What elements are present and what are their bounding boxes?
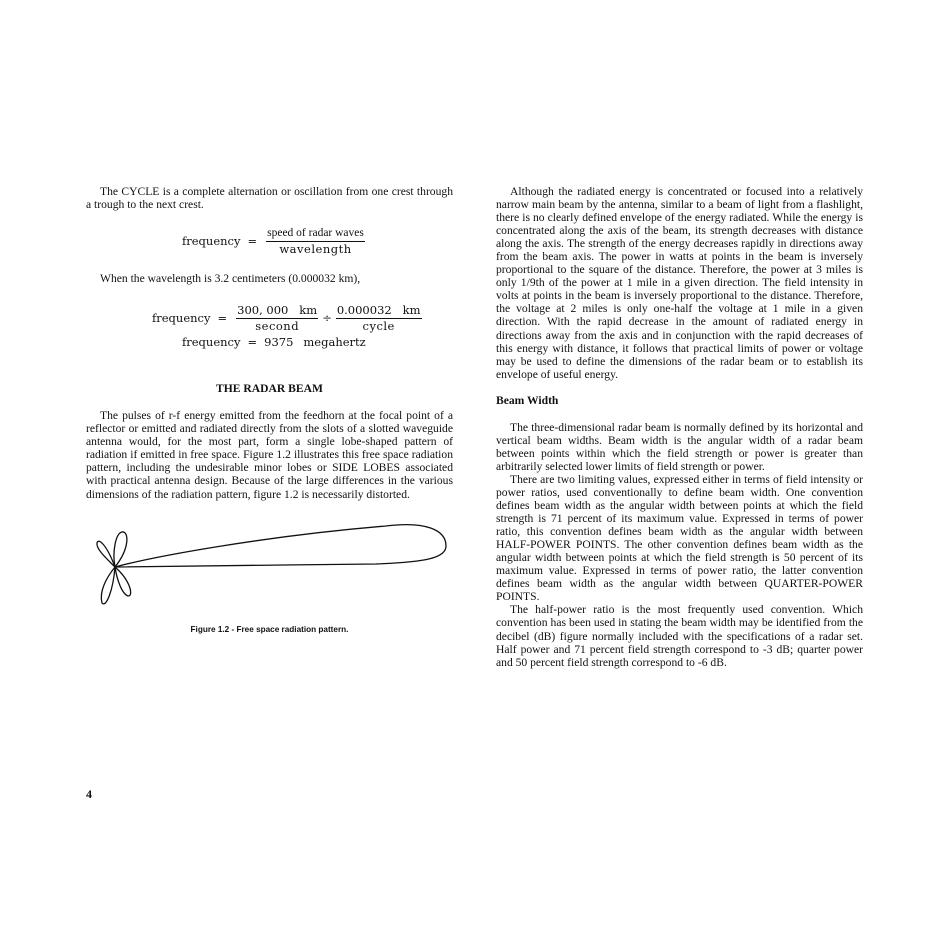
- frequency-calculation: [86, 304, 453, 333]
- main-lobe: [115, 524, 446, 566]
- formula-denominator: wavelength: [279, 242, 352, 257]
- speed-fraction: [236, 304, 318, 333]
- radiation-pattern-figure: [86, 516, 453, 616]
- radiated-energy-paragraph: Although the radiated energy is concentrated or focused into a relatively narrow main beam by the antenna, similar to a beam of light from a flashlight, there is no clearly defined envelope of the energy radiated. While the energy is concentrated along the axis of the beam, its strength decreases with distance along the axis. The strength of the energy decreases rapidly in directions away from the beam axis. The power in watts at points in the beam is inversely proportional to the square of the distance. Therefore, the power at 3 miles is only 1/9th of the power at 1 mile in a given direction. The field intensity in volts at points in the beam is inversely proportional to the distance. Therefore, the voltage at 2 miles is only one-half the voltage at 1 mile in a given direction. With the rapid decrease in the amount of radiated energy in directions away from the axis and in conjunction with the rapid decreases of this energy with distance, it follows that practical limits of power or voltage may be used to define the dimensions of the radar beam or to establish its envelope of useful energy.: [496, 185, 863, 381]
- result-unit: megahertz: [303, 335, 366, 350]
- page-number: 4: [86, 787, 92, 801]
- formula-equals: =: [247, 234, 258, 249]
- section-heading: THE RADAR BEAM: [216, 382, 323, 396]
- figure-caption: Figure 1.2 - Free space radiation pattern.: [190, 624, 349, 634]
- formula-fraction: [266, 227, 365, 256]
- wavelength-denominator: cycle: [362, 319, 395, 334]
- wavelength-fraction: [336, 304, 422, 333]
- frequency-formula: [86, 227, 453, 256]
- cycle-paragraph: The CYCLE is a complete alternation or oscillation from one crest through a trough to the next crest.: [86, 185, 453, 212]
- side-lobe-upper-right: [114, 532, 127, 567]
- result-lhs: frequency: [182, 335, 241, 350]
- frequency-result: [86, 336, 453, 349]
- result-equals: =: [247, 335, 258, 350]
- side-lobe-lower-right: [115, 567, 131, 596]
- wavelength-numerator: 0.000032 km: [336, 303, 421, 318]
- speed-denominator: second: [255, 319, 300, 334]
- formula-lhs: frequency: [182, 234, 241, 249]
- divide-sign: ÷: [322, 311, 332, 326]
- side-lobe-upper-left: [97, 541, 115, 567]
- formula-numerator: speed of radar waves: [266, 227, 365, 242]
- beam-width-heading: Beam Width: [496, 393, 559, 407]
- result-value: 9375: [264, 335, 294, 350]
- calc-lhs: frequency: [152, 311, 211, 326]
- beam-width-paragraph-2: There are two limiting values, expressed either in terms of field intensity or power ratios, used conventionally to define beam width. One convention defines beam width as the angular width between points at which the field strength is 71 percent of its maximum value. Expressed in terms of power ratio, this convention defines beam width as the angular width between HALF-POWER POINTS. The other convention defines beam width as the angular width between points at which the field strength is 50 percent of its maximum value. Expressed in terms of power ratio, the latter convention defines beam width as the angular width between QUARTER-POWER POINTS.: [496, 472, 863, 604]
- speed-numerator: 300, 000 km: [237, 303, 318, 318]
- wavelength-paragraph: When the wavelength is 3.2 centimeters (0.000032 km),: [100, 272, 361, 286]
- side-lobe-lower-left: [101, 567, 115, 604]
- radar-beam-paragraph: The pulses of r-f energy emitted from the feedhorn at the focal point of a reflector or emitted and radiated directly from the slots of a slotted waveguide antenna would, for the most part, form a single lobe-shaped pattern of radiation if emitted in free space. Figure 1.2 illustrates this free space radiation pattern, including the undesirable minor lobes or SIDE LOBES associated with practical antenna design. Because of the large differences in the various dimensions of the radiation pattern, figure 1.2 is necessarily distorted.: [86, 409, 453, 501]
- calc-equals: =: [217, 311, 228, 326]
- right-column: [496, 185, 863, 669]
- beam-width-paragraph-3: The half-power ratio is the most frequently used convention. Which convention has been used in stating the beam width may be identified from the decibel (dB) figure normally included with the specifications of a radar set. Half power and 71 percent field strength correspond to -3 dB; quarter power and 50 percent field strength correspond to -6 dB.: [496, 603, 863, 669]
- beam-width-paragraph-1: The three-dimensional radar beam is normally defined by its horizontal and vertical beam widths. Beam width is the angular width of a radar beam between points within which the field strength or power is greater than arbitrarily selected lower limits of field strength or power.: [496, 420, 863, 473]
- left-column: [86, 185, 453, 636]
